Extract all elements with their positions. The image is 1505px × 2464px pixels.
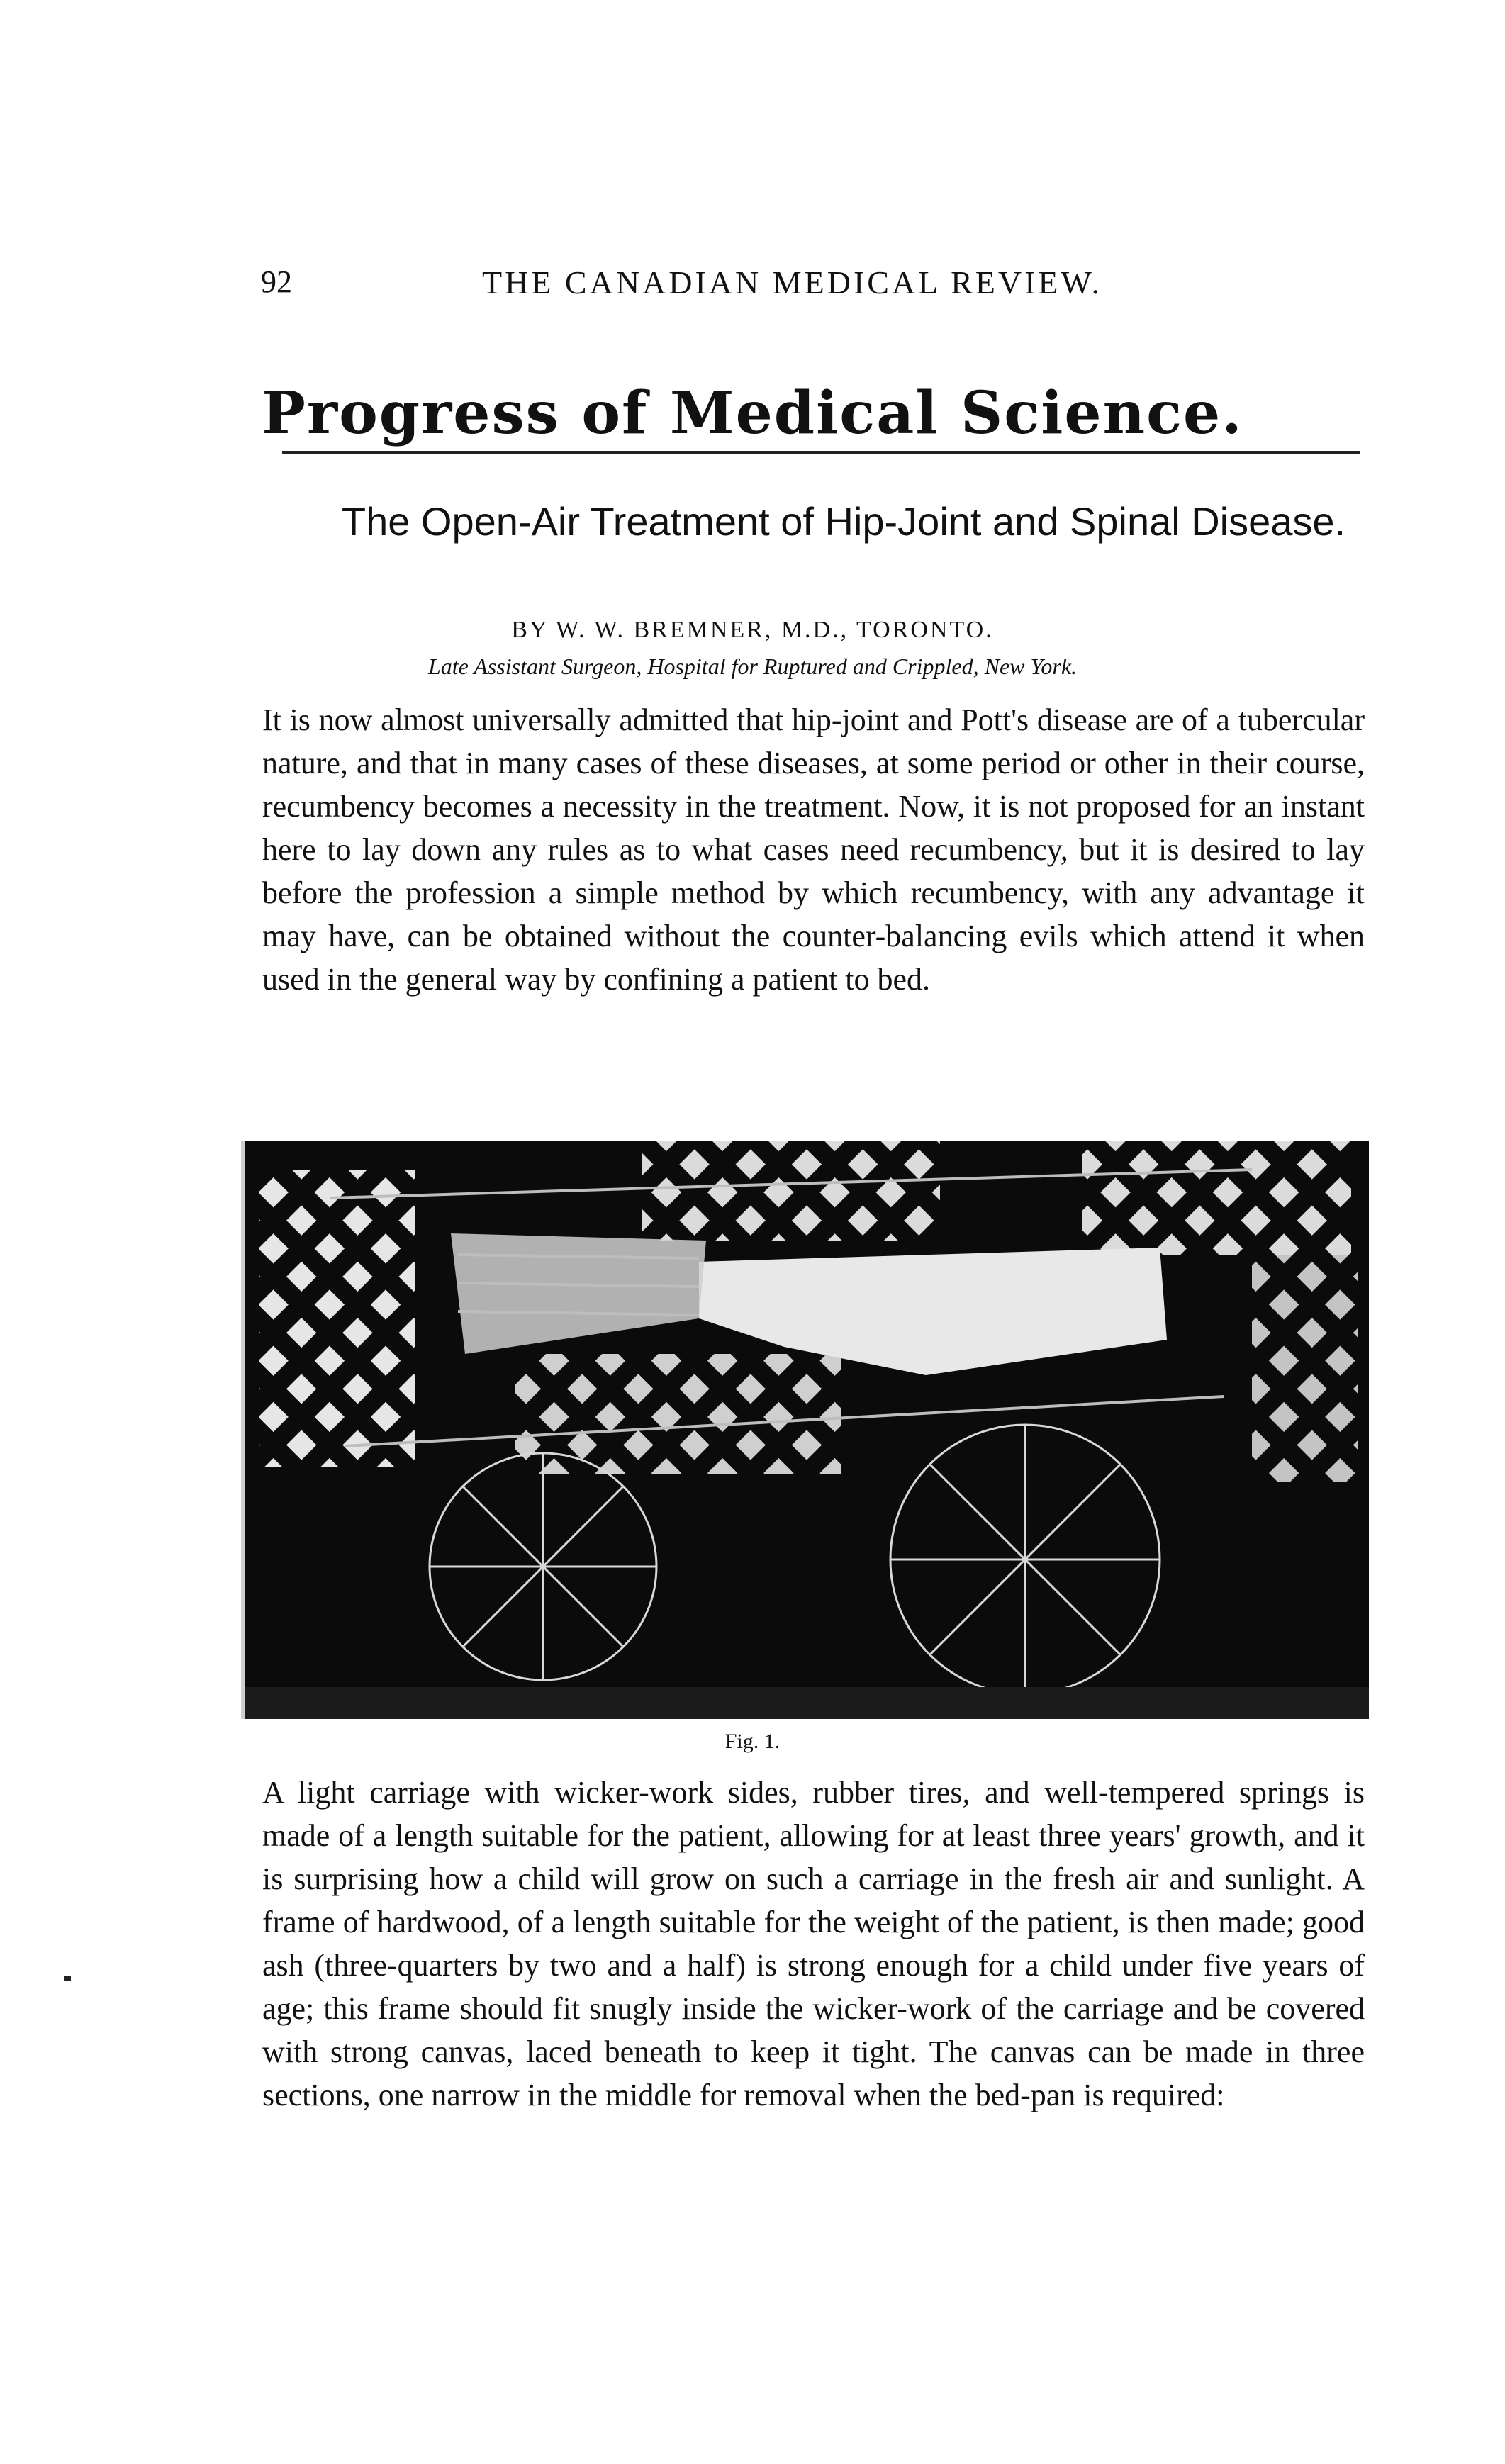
running-head: THE CANADIAN MEDICAL REVIEW.	[482, 264, 1103, 301]
figure-caption: Fig. 1.	[724, 1730, 781, 1753]
margin-mark	[64, 1976, 71, 1981]
byline: BY W. W. BREMNER, M.D., TORONTO.	[511, 617, 994, 643]
title-rule	[282, 451, 1360, 454]
section-title: Progress of Medical Science.	[262, 379, 1243, 447]
figure-photo	[241, 1141, 1369, 1719]
paragraph-1: It is now almost universally admitted that hip-joint and Pott's disease are of a tubercular nature, and that in many cases of these diseases, at some period or other in their course, recumbency becomes a necessity in the treatment. Now, it is not proposed for an instant here to lay down any rules as to what cases need recumbency, but it is desired to lay before the profession a simple method by which recumbency, with any advantage it may have, can be obtained without the counter-balancing evils which attend it when used in the general way by confining a patient to bed.	[262, 702, 1365, 997]
page-number: 92	[261, 264, 292, 299]
affiliation: Late Assistant Surgeon, Hospital for Ruptured and Crippled, New York.	[427, 654, 1078, 679]
paragraph-2: A light carriage with wicker-work sides, rubber tires, and well-tempered springs is made of a length suitable for the patient, allowing for at least three years' growth, and it is surprising how a child will grow on such a carriage in the fresh air and sunlight. A frame of hardwood, of a length suitable for the weight of the patient, is then made; good ash (three-quarters by two and a half) is strong enough for a child under five years of age; this frame should fit snugly inside the wicker-work of the carriage and be covered with strong canvas, laced beneath to keep it tight. The canvas can be made in three sections, one narrow in the middle for removal when the bed-pan is required:	[262, 1775, 1365, 2112]
article-title: The Open-Air Treatment of Hip-Joint and Spinal Disease.	[341, 499, 1346, 544]
